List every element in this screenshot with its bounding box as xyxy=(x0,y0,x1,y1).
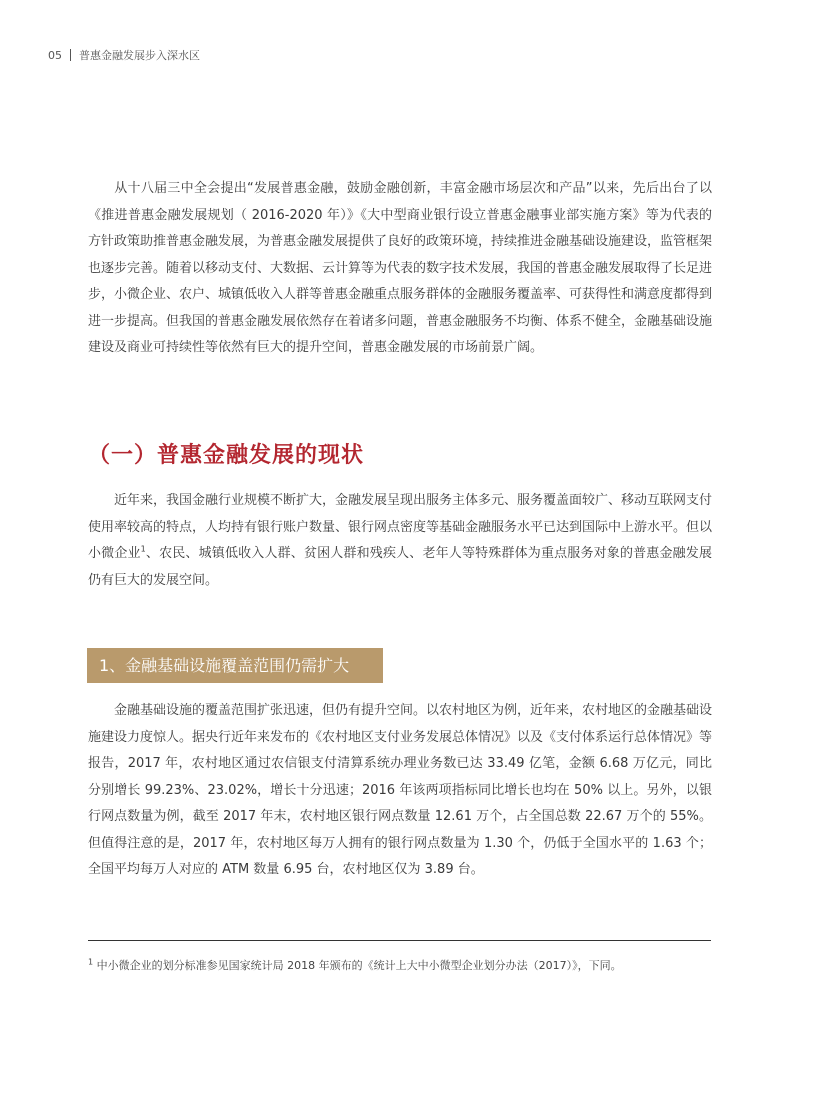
subsection-text: 金融基础设施的覆盖范围扩张迅速，但仍有提升空间。以农村地区为例，近年来，农村地区的金融基础设施建设力度惊人。据央行近年来发布的《农村地区支付业务发展总体情况》以及《支付体系运行总体情况》等报告，2017 年，农村地区通过农信银支付清算系统办理业务数已达 33.49 亿笔，金额 6.68 万亿元，同比分别增长 99.23%、23.02%，增长十分迅速；2016 年该两项指标同比增长也均在 50% 以上。另外，以银行网点数量为例，截至 2017 年末，农村地区银行网点数量 12.61 万个，占全国总数 22.67 万个的 55%。但值得注意的是，2017 年，农村地区每万人拥有的银行网点数量为 1.30 个，仍低于全国水平的 1.63 个；全国平均每万人对应的 ATM 数量 6.95 台，农村地区仅为 3.89 台。 xyxy=(88,703,713,877)
subsection-title: 1、金融基础设施覆盖范围仍需扩大 xyxy=(87,648,383,683)
footnote-divider xyxy=(88,940,711,941)
subsection-paragraph xyxy=(88,698,712,884)
intro-paragraph xyxy=(88,176,712,362)
footnote-text: 中小微企业的划分标准参见国家统计局 2018 年颁布的《统计上大中小微型企业划分办法（2017）》，下同。 xyxy=(96,959,622,972)
page-number: 05 xyxy=(48,48,62,62)
header-divider xyxy=(70,49,71,61)
page-header xyxy=(48,47,200,63)
footnote-ref: 1 xyxy=(140,544,146,554)
running-title: 普惠金融发展步入深水区 xyxy=(79,49,200,62)
section-text-b: 、农民、城镇低收入人群、贫困人群和残疾人、老年人等特殊群体为重点服务对象的普惠金融发展仍有巨大的发展空间。 xyxy=(88,546,712,588)
footnote-marker: 1 xyxy=(88,957,94,967)
footnote xyxy=(88,957,712,973)
section-title: （一）普惠金融发展的现状 xyxy=(88,443,365,468)
intro-text: 从十八届三中全会提出“发展普惠金融，鼓励金融创新，丰富金融市场层次和产品”以来，先后出台了以《推进普惠金融发展规划（ 2016-2020 年）》《大中型商业银行设立普惠金融事业部实施方案》等为代表的方针政策助推普惠金融发展，为普惠金融发展提供了良好的政策环境，持续推进金融基础设施建设，监管框架也逐步完善。随着以移动支付、大数据、云计算等为代表的数字技术发展，我国的普惠金融发展取得了长足进步，小微企业、农户、城镇低收入人群等普惠金融重点服务群体的金融服务覆盖率、可获得性和满意度都得到进一步提高。但我国的普惠金融发展依然存在着诸多问题，普惠金融服务不均衡、体系不健全，金融基础设施建设及商业可持续性等依然有巨大的提升空间，普惠金融发展的市场前景广阔。 xyxy=(88,181,713,355)
section-paragraph xyxy=(88,488,712,594)
section-text-a: 近年来，我国金融行业规模不断扩大，金融发展呈现出服务主体多元、服务覆盖面较广、移动互联网支付使用率较高的特点，人均持有银行账户数量、银行网点密度等基础金融服务水平已达到国际中上游水平。但以小微企业 xyxy=(88,493,713,561)
